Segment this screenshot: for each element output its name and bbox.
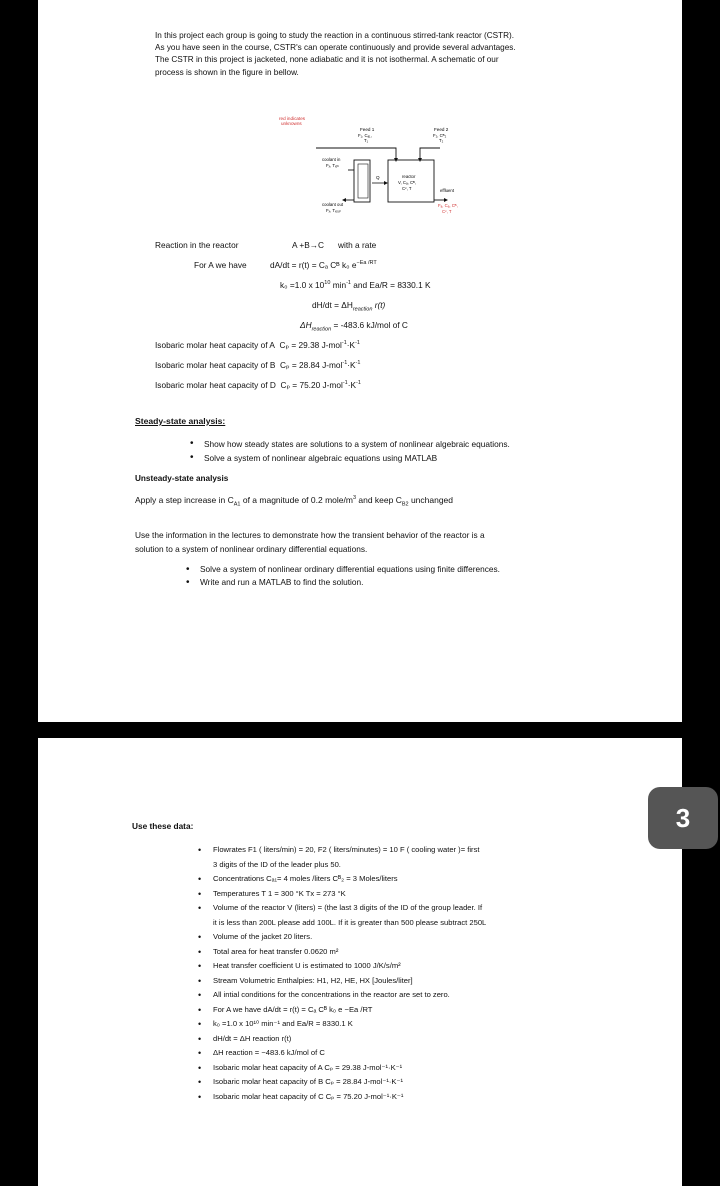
transient-paragraph (135, 528, 485, 556)
intro-line: In this project each group is going to study the reaction in a continuous stirred-tank reactor (CSTR). (155, 31, 515, 40)
feed2-line (420, 148, 440, 160)
data-item-text: Stream Volumetric Enthalpies: H1, H2, HE, HX [Joules/liter] (213, 975, 413, 985)
data-item-text: Flowrates F1 ( liters/min) = 20, F2 ( liters/minutes) = 10 F ( cooling water )= first (213, 845, 480, 854)
step-sup: 3 (352, 495, 356, 502)
delta-h-symbol: ΔH (300, 320, 312, 330)
effluent-label: effluent (440, 188, 455, 193)
rate-exponent: −Ea /RT (356, 260, 377, 267)
delta-h-value: = -483.6 kJ/mol of C (331, 320, 408, 330)
intro-line: The CSTR in this project is jacketed, none adiabatic and it is not isothermal. A schematic of our (155, 55, 499, 65)
data-item-cp-b: • Isobaric molar heat capacity of B Cₚ = 28.84 J-mol⁻¹·K⁻¹ (198, 1077, 404, 1087)
reactor-vars-2: Cᶜ, T (402, 186, 412, 191)
data-list (198, 843, 486, 1104)
data-item-text: ΔH reaction = −483.6 kJ/mol of C (213, 1048, 325, 1057)
feed2-label: Feed 2 (434, 127, 449, 132)
heat-q-label: Q (376, 175, 380, 180)
unsteady-state-heading: Unsteady-state analysis (135, 474, 229, 483)
cp-value: Cₚ = 28.84 J-mol (280, 360, 343, 370)
coolant-in-vars: Fₓ, Tₓᵢₙ (326, 163, 339, 168)
cstr-schematic (268, 112, 488, 220)
reaction-equation: A +B→C (292, 240, 325, 250)
data-item-temperatures: • Temperatures T 1 = 300 °K Tx = 273 °K (198, 888, 346, 899)
data-item-reactor-volume: • Volume of the reactor V (liters) = (the last 3 digits of the ID of the group leader. If it is less than 200L please add 100L. If it is greater than 500 please subtract 250L (198, 901, 486, 930)
page-count-badge[interactable]: 3 (648, 787, 718, 849)
feed2-vars: F₂, Cᴮ₂ (433, 133, 447, 138)
cp-label: Isobaric molar heat capacity of B (155, 360, 276, 370)
data-item-text: Volume of the reactor V (liters) = (the last 3 digits of the ID of the group leader. If (213, 903, 483, 912)
cp-label: Isobaric molar heat capacity of A (155, 340, 275, 350)
use-these-data-heading: Use these data: (132, 821, 194, 831)
diagram-note-red: red indicates (279, 116, 306, 121)
reactor-vars: V, Cₐ, Cᴮ, (398, 180, 417, 185)
data-item-cp-c: • Isobaric molar heat capacity of C Cₚ = 75.20 J-mol⁻¹·K⁻¹ (198, 1091, 404, 1102)
cp-label: Isobaric molar heat capacity of D (155, 380, 276, 390)
cp-row-a (155, 340, 360, 351)
cp-exp: -1 (356, 380, 361, 387)
effluent-arrow (444, 198, 448, 202)
step-text: of a magnitude of 0.2 mole/m (240, 495, 353, 505)
steady-state-bullet: • Solve a system of nonlinear algebraic equations using MATLAB (190, 451, 510, 465)
steady-state-list (190, 437, 510, 465)
coolant-out-vars: Fₓ, Tₓₒᵤₜ (326, 208, 341, 213)
cp-unit: ·K (347, 360, 356, 370)
reaction-rate-text: with a rate (338, 240, 377, 250)
data-item-text: 3 digits of the ID of the leader plus 50. (213, 859, 341, 869)
delta-h-line (300, 320, 408, 331)
data-item-enthalpies: • Stream Volumetric Enthalpies: H1, H2, HE, HX [Joules/liter] (198, 975, 413, 986)
cp-unit: ·K (346, 340, 356, 350)
k0-line (280, 280, 431, 291)
cp-exp: -1 (355, 340, 360, 347)
data-item-text: Isobaric molar heat capacity of A Cₚ = 29.38 J-mol⁻¹·K⁻¹ (213, 1062, 403, 1072)
k0-unit-exponent: -1 (346, 280, 351, 287)
data-item-cp-a: • Isobaric molar heat capacity of A Cₚ = 29.38 J-mol⁻¹·K⁻¹ (198, 1062, 403, 1073)
coolant-out-label: coolant out (322, 202, 344, 207)
unsteady-state-bullet: • Write and run a MATLAB to find the solution. (186, 576, 500, 589)
cp-exp: -1 (342, 360, 348, 367)
effluent-vars-2: Cᶜ, T (442, 209, 452, 214)
data-item-dhdt: • dH/dt = ΔH reaction r(t) (198, 1033, 292, 1044)
step-text: and keep C (356, 495, 402, 505)
data-item-k0: • k₀ =1.0 x 10¹⁰ min⁻¹ and Ea/R = 8330.1 K (198, 1019, 353, 1029)
data-item-text: Total area for heat transfer 0.0620 m² (213, 946, 339, 956)
document-page-1 (38, 0, 682, 722)
k0-tail: and Ea/R = 8330.1 K (350, 280, 431, 290)
data-item-text: k₀ =1.0 x 10¹⁰ min⁻¹ and Ea/R = 8330.1 K (213, 1019, 353, 1028)
heat-q-arrow (384, 181, 388, 185)
reaction-label: Reaction in the reactor (155, 240, 239, 250)
step-text: Apply a step increase in C (135, 495, 234, 505)
transient-line: Use the information in the lectures to demonstrate how the transient behavior of the reactor is a (135, 530, 485, 540)
data-item-text: it is less than 200L please add 100L. If it is greater than 500 please subtract 250L (213, 917, 487, 927)
data-item-text: For A we have dA/dt = r(t) = Cₐ Cᴮ k₀ e −Ea /RT (213, 1004, 373, 1014)
cp-exp: -1 (355, 360, 361, 367)
k0-exponent: 10 (324, 280, 331, 287)
k0-text: k₀ =1.0 x 10 (280, 280, 325, 290)
feed2-temp: T₂ (439, 138, 444, 143)
rate-equation (270, 260, 377, 271)
dhdt-line (312, 300, 385, 311)
cp-exp: -1 (341, 340, 347, 347)
step-increase-line (135, 495, 454, 508)
feed1-temp: T₁ (364, 138, 369, 143)
data-item-heat-coefficient: • Heat transfer coefficient U is estimated to 1000 J/K/s/m² (198, 961, 401, 971)
cp-unit: ·K (347, 380, 356, 390)
data-item-delta-h: • ΔH reaction = −483.6 kJ/mol of C (198, 1048, 325, 1058)
feed1-label: Feed 1 (360, 127, 375, 132)
unsteady-state-bullet: • Solve a system of nonlinear ordinary differential equations using finite differences. (186, 563, 500, 576)
rate-equation-text: dA/dt = r(t) = Cₐ Cᴮ k₀ e (270, 260, 357, 270)
data-item-text: Isobaric molar heat capacity of B Cₚ = 28.84 J-mol⁻¹·K⁻¹ (213, 1077, 404, 1086)
data-item-text: Volume of the jacket 20 liters. (213, 932, 313, 941)
dhdt-sub: reaction (352, 306, 373, 313)
unsteady-state-list (186, 563, 500, 589)
cp-row-d (155, 380, 361, 391)
cp-exp: -1 (342, 380, 348, 387)
data-item-text: Isobaric molar heat capacity of C Cₚ = 75.20 J-mol⁻¹·K⁻¹ (213, 1091, 404, 1101)
k0-unit: min (330, 280, 347, 290)
effluent-vars: Fₐ, Cₐ, Cᴮ, (438, 203, 458, 208)
data-item-heat-area: • Total area for heat transfer 0.0620 m² (198, 946, 339, 957)
feed1-vars: F₁, Cₐ₁, (358, 133, 372, 138)
dhdt-tail: r(t) (372, 300, 386, 310)
intro-line: process is shown in the figure in bellow. (155, 67, 299, 77)
data-item-rate-law: • For A we have dA/dt = r(t) = Cₐ Cᴮ k₀ e −Ea /RT (198, 1004, 373, 1015)
jacket-inner (358, 164, 368, 198)
jacket-outer (354, 160, 370, 202)
reactor-label: reactor (402, 174, 416, 179)
data-item-flowrates: • Flowrates F1 ( liters/min) = 20, F2 ( liters/minutes) = 10 F ( cooling water )= first 3 digits of the ID of the leader plus 50. (198, 843, 486, 872)
diagram-note-red-2: unknowns (281, 121, 302, 126)
transient-line: solution to a system of nonlinear ordinary differential equations. (135, 544, 368, 554)
data-item-text: Heat transfer coefficient U is estimated to 1000 J/K/s/m² (213, 961, 401, 970)
data-item-initial-conditions: • All intial conditions for the concentrations in the reactor are set to zero. (198, 990, 450, 1000)
data-item-jacket-volume: • Volume of the jacket 20 liters. (198, 932, 313, 942)
intro-line: As you have seen in the course, CSTR's can operate continuously and provide several advantages. (155, 43, 516, 53)
step-sub: B2 (401, 501, 409, 508)
dhdt-text: dH/dt = ΔH (312, 300, 353, 310)
step-sub: A1 (233, 501, 241, 508)
delta-h-sub: reaction (311, 326, 332, 333)
cp-value: Cₚ = 75.20 J-mol (280, 380, 343, 390)
cp-row-b (155, 360, 360, 371)
steady-state-heading: Steady-state analysis: (135, 416, 226, 426)
cp-value: Cₚ = 29.38 J-mol (279, 340, 342, 350)
data-item-text: dH/dt = ΔH reaction r(t) (213, 1033, 292, 1043)
data-item-text: Concentrations Cₐ₁= 4 moles /liters Cᴮ₂ = 3 Moles/liters (213, 874, 398, 883)
data-item-text: Temperatures T 1 = 300 °K Tx = 273 °K (213, 888, 346, 898)
coolant-in-label: coolant in (322, 157, 341, 162)
intro-paragraph (155, 30, 575, 79)
data-item-text: All intial conditions for the concentrations in the reactor are set to zero. (213, 990, 450, 999)
step-text: unchanged (408, 495, 454, 505)
document-page-2 (38, 738, 682, 1186)
for-a-label: For A we have (194, 260, 247, 270)
steady-state-bullet: • Show how steady states are solutions to a system of nonlinear algebraic equations. (190, 437, 510, 451)
data-item-concentrations: • Concentrations Cₐ₁= 4 moles /liters Cᴮ₂ = 3 Moles/liters (198, 874, 398, 884)
